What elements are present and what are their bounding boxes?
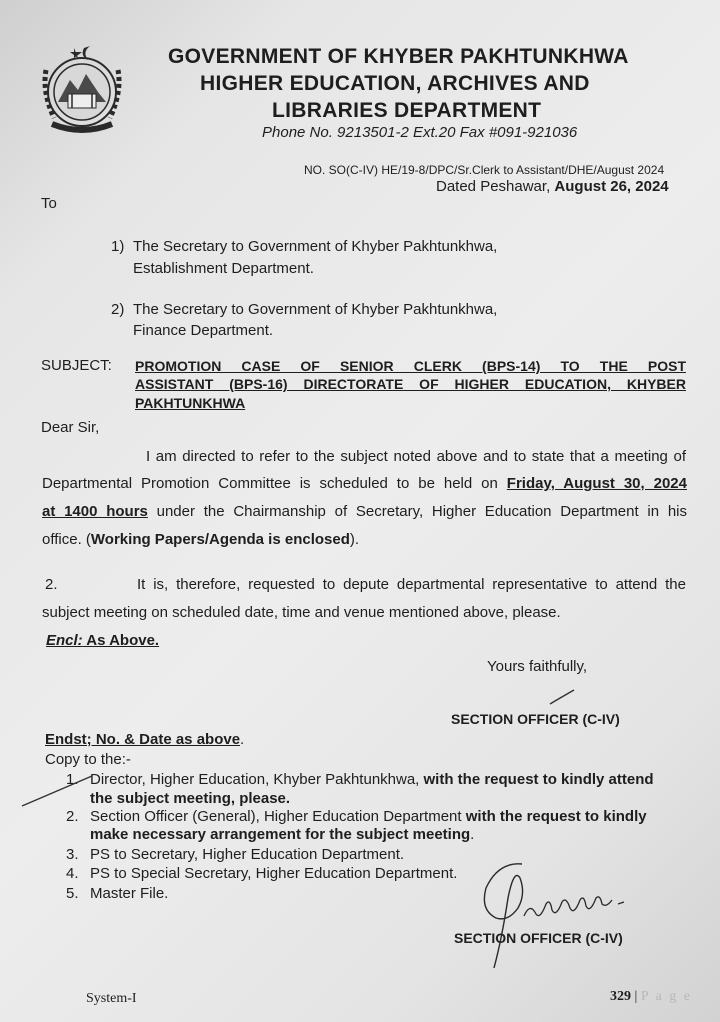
addressee-1-number: 1) (111, 238, 125, 255)
government-seal-emblem (34, 40, 130, 140)
meeting-time: at 1400 hours (42, 503, 148, 520)
para-1-line-2 (42, 475, 687, 492)
subject-line-2: ASSISTANT (BPS-16) DIRECTORATE OF HIGHER EDUCATION, KHYBER (135, 376, 686, 392)
signatory-title: SECTION OFFICER (C-IV) (451, 711, 620, 727)
copy-5-text: Master File. (90, 885, 169, 902)
copy-1-line-2: the subject meeting, please. (90, 790, 291, 807)
copy-2-line-1 (90, 808, 647, 825)
copy-3-text: PS to Secretary, Higher Education Department. (90, 846, 405, 863)
encl-label: Encl: (46, 632, 83, 649)
meeting-date: Friday, August 30, 2024 (506, 475, 687, 492)
dated-line (436, 178, 669, 195)
page-separator: | (634, 989, 638, 1004)
page-number: 329 (610, 989, 631, 1004)
para-2-line-1: It is, therefore, requested to depute departmental representative to attend the (137, 576, 686, 593)
enclosure-line (46, 632, 159, 649)
closing: Yours faithfully, (487, 658, 588, 675)
para-1-line-4-end: ). (349, 531, 360, 548)
dated-prefix: Dated Peshawar, (436, 178, 551, 195)
handwritten-signature (478, 858, 638, 978)
para-1-line-3 (42, 503, 687, 520)
copy-2-request: with the request to kindly (465, 808, 647, 825)
para-1-line-3-text: under the Chairmanship of Secretary, Higher Education Department in his (156, 503, 687, 520)
addressee-1-line-2: Establishment Department. (133, 260, 314, 277)
signatory-title-2: SECTION OFFICER (C-IV) (454, 930, 623, 946)
copy-3-number: 3. (66, 846, 79, 863)
footer-page-info (610, 989, 692, 1005)
copy-2-tail: . (470, 826, 475, 843)
addressee-1-line-1: The Secretary to Government of Khyber Pakhtunkhwa, (133, 238, 498, 255)
endst-dot: . (240, 731, 245, 748)
to-label: To (41, 195, 57, 212)
endorsement-line (45, 731, 244, 748)
letterhead-line-3: LIBRARIES DEPARTMENT (272, 99, 542, 122)
copy-to-label: Copy to the:- (45, 751, 131, 768)
copy-1-number: 1. (66, 771, 79, 788)
addressee-2-number: 2) (111, 301, 125, 318)
copy-1-text: Director, Higher Education, Khyber Pakhtunkhwa, (90, 771, 420, 788)
reference-number: NO. SO(C-IV) HE/19-8/DPC/Sr.Clerk to Assistant/DHE/August 2024 (304, 163, 665, 177)
para-2-line-2: subject meeting on scheduled date, time and venue mentioned above, please. (42, 604, 561, 621)
encl-value: As Above. (82, 632, 160, 649)
para-1-line-2-text: Departmental Promotion Committee is scheduled to be held on (42, 475, 498, 492)
copy-5-number: 5. (66, 885, 79, 902)
enclosure-note: Working Papers/Agenda is enclosed (90, 531, 350, 548)
copy-2-number: 2. (66, 808, 79, 825)
para-2-number: 2. (45, 576, 58, 593)
para-1-line-4-start: office. ( (42, 531, 91, 548)
subject-label: SUBJECT: (41, 357, 112, 374)
copy-4-text: PS to Special Secretary, Higher Education Department. (90, 865, 458, 882)
pen-strike-mark (20, 770, 100, 810)
copy-2-request-cont: make necessary arrangement for the subject meeting (90, 826, 471, 843)
endst-text: Endst; No. & Date as above (45, 731, 241, 748)
copy-2-line-2 (90, 826, 474, 843)
addressee-2-line-2: Finance Department. (133, 322, 274, 339)
para-1-line-1: I am directed to refer to the subject noted above and to state that a meeting of (146, 448, 686, 465)
salutation: Dear Sir, (41, 419, 100, 436)
subject-line-3: PAKHTUNKHWA (135, 395, 246, 411)
letterhead-line-1: GOVERNMENT OF KHYBER PAKHTUNKHWA (168, 45, 629, 68)
para-1-line-4 (42, 531, 359, 548)
dated-date: August 26, 2024 (554, 178, 669, 195)
subject-line-1: PROMOTION CASE OF SENIOR CLERK (BPS-14) TO THE POST (135, 358, 686, 374)
initials-mark (548, 688, 578, 708)
copy-2-text: Section Officer (General), Higher Education Department (90, 808, 462, 825)
footer-system: System-I (86, 991, 137, 1006)
letterhead-phone: Phone No. 9213501-2 Ext.20 Fax #091-921036 (262, 124, 578, 141)
page-word: P a g e (640, 989, 693, 1004)
copy-1-request: with the request to kindly attend (423, 771, 654, 788)
copy-1-line-1 (90, 771, 654, 788)
letterhead-line-2: HIGHER EDUCATION, ARCHIVES AND (200, 72, 590, 95)
addressee-2-line-1: The Secretary to Government of Khyber Pakhtunkhwa, (133, 301, 498, 318)
copy-4-number: 4. (66, 865, 79, 882)
